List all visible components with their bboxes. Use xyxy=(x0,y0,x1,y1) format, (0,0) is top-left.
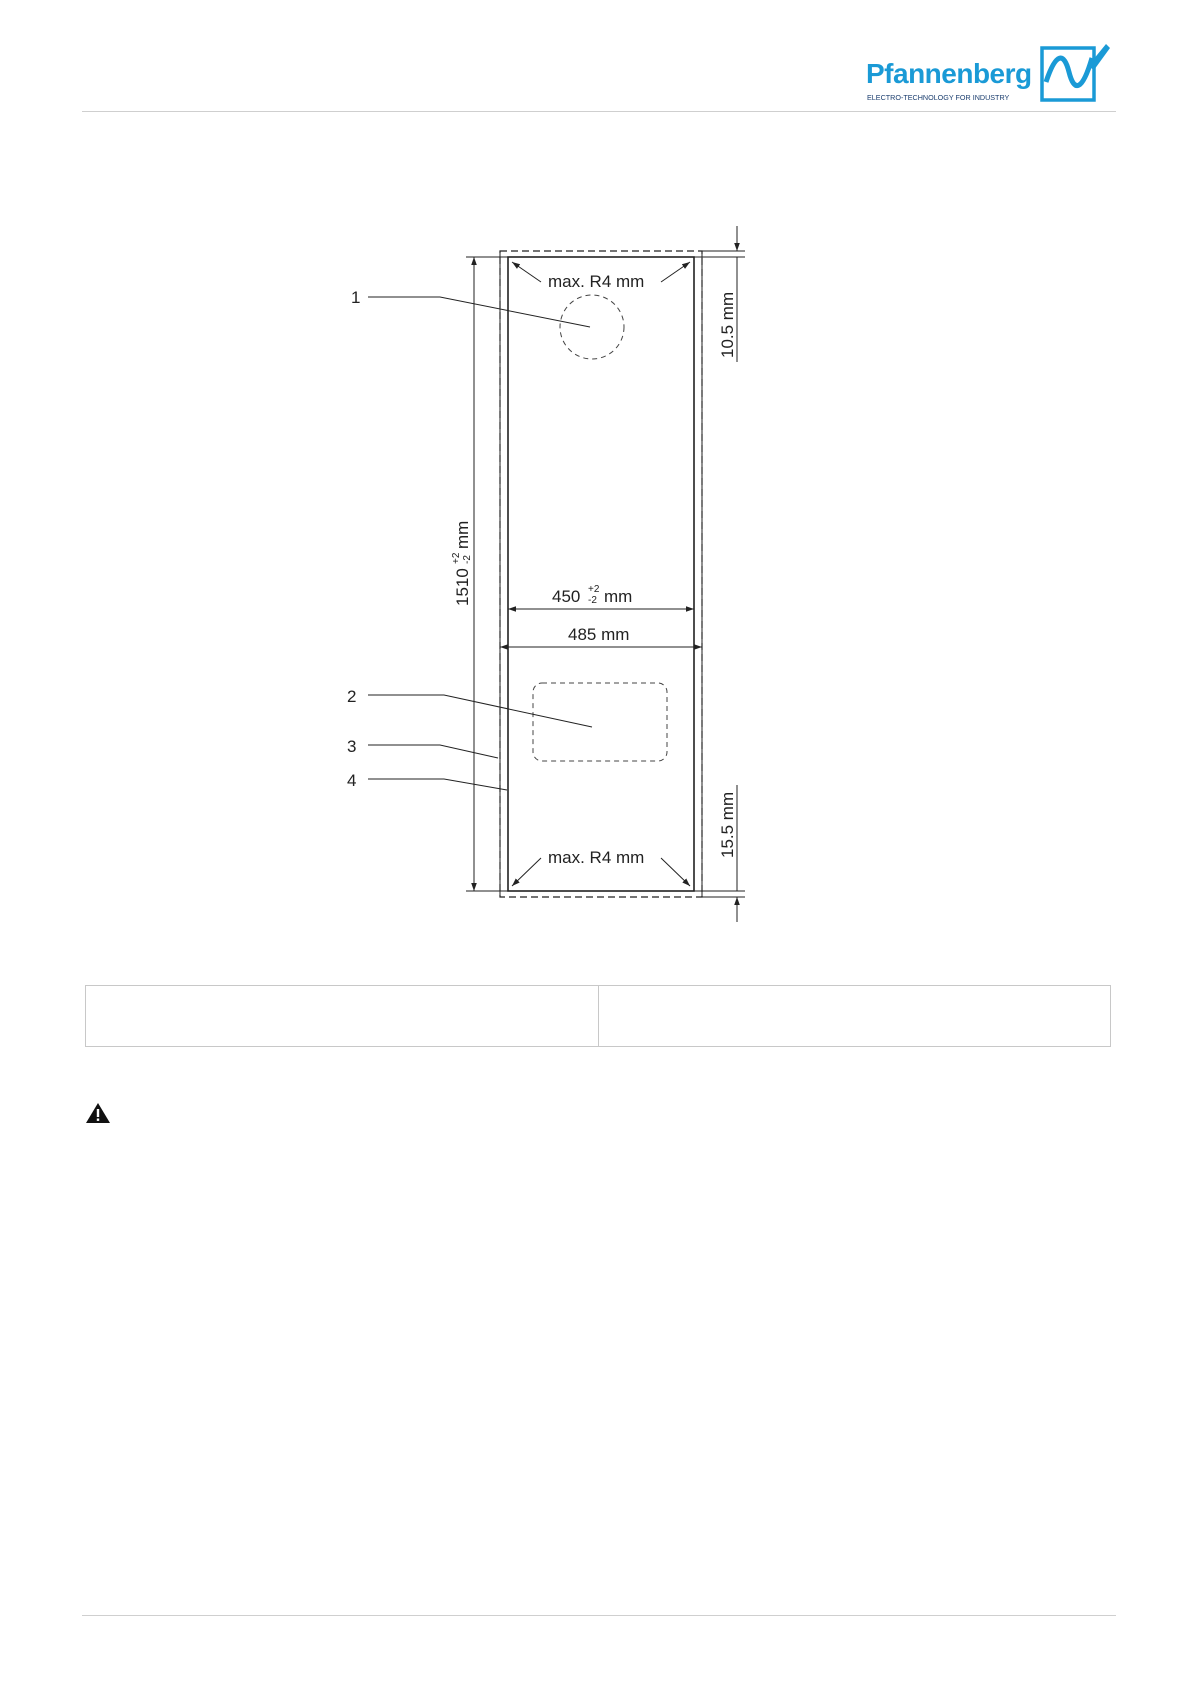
outer-width-label: 485 mm xyxy=(568,625,630,644)
callout-3: 3 xyxy=(347,737,357,756)
height-dimension xyxy=(466,257,508,891)
inner-width-unit: mm xyxy=(604,587,633,606)
callout-1: 1 xyxy=(351,288,361,307)
rectangular-feature-outline xyxy=(533,683,667,761)
corner-radius-bottom-label: max. R4 mm xyxy=(548,848,645,867)
inner-cutout-contour xyxy=(508,257,694,891)
warning-icon xyxy=(85,1102,111,1124)
top-offset-label: 10.5 mm xyxy=(718,291,737,358)
inner-width-value: 450 xyxy=(552,587,581,606)
corner-radius-top-label: max. R4 mm xyxy=(548,272,645,291)
table-cell-right xyxy=(598,986,1111,1047)
height-tol-plus: +2 xyxy=(451,552,462,564)
callout-4: 4 xyxy=(347,771,357,790)
outer-cutout-contour xyxy=(500,251,702,897)
brand-tagline: ELECTRO-TECHNOLOGY FOR INDUSTRY xyxy=(867,93,1010,102)
height-label xyxy=(451,521,473,606)
height-value: 1510 xyxy=(453,568,472,606)
table-row xyxy=(86,986,1111,1047)
height-tol-minus: -2 xyxy=(462,555,473,564)
table-cell-left xyxy=(86,986,599,1047)
callout-2: 2 xyxy=(347,687,357,706)
inner-width-label xyxy=(552,584,632,606)
height-unit: mm xyxy=(453,520,472,549)
bottom-offset-label: 15.5 mm xyxy=(718,791,737,858)
info-table xyxy=(85,985,1111,1047)
brand-name: Pfannenberg xyxy=(866,58,1032,89)
inner-width-tol-minus: -2 xyxy=(588,595,597,606)
round-feature-outline xyxy=(560,295,624,359)
footer-rule xyxy=(82,1615,1116,1616)
inner-width-tol-plus: +2 xyxy=(588,584,600,595)
